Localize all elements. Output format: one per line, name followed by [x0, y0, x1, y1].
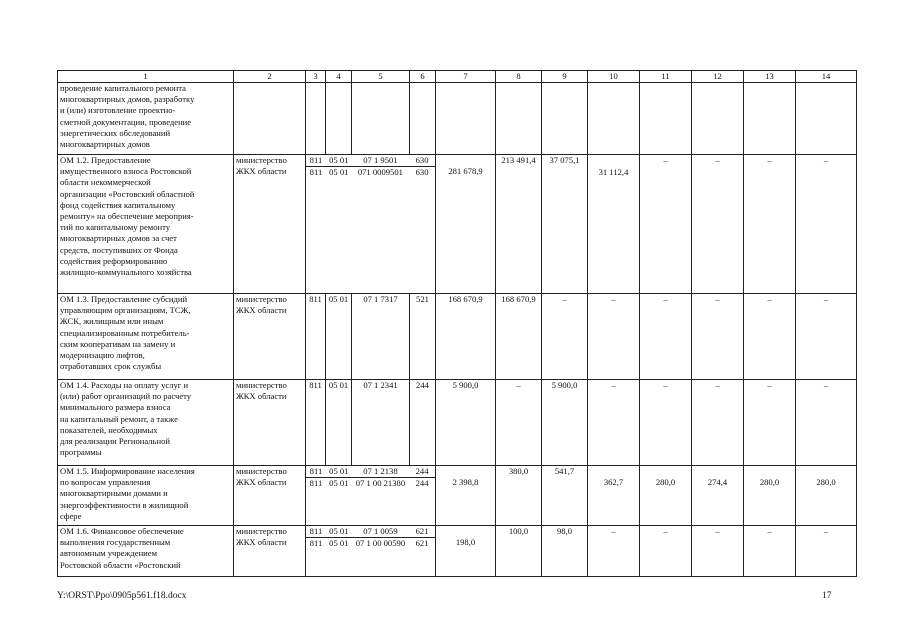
description-line: области некоммерческой	[60, 177, 151, 188]
description-line: управляющим организациям, ТСЖ,	[60, 305, 191, 316]
description-line: Ростовской области «Ростовский	[60, 559, 181, 570]
empty-cell	[542, 83, 588, 155]
description-line: ОМ 1.3. Предоставление субсидий	[60, 294, 188, 304]
header-cell: 5	[352, 71, 410, 83]
code-c6: 244	[409, 478, 435, 490]
value-c10	[588, 155, 640, 294]
value-text: 274,4	[707, 477, 728, 487]
empty-cell	[436, 83, 496, 155]
value-c11	[640, 526, 692, 577]
value-text: –	[823, 155, 829, 165]
description-line: ским кооперативам на замену и	[60, 338, 176, 349]
description-line: ремонту» на обеспечение мероприя-	[60, 211, 194, 222]
description-line: энергетических обследований	[60, 127, 171, 138]
value-text: 198,0	[455, 537, 476, 547]
value-text: 5 900,0	[452, 380, 479, 390]
value-text: –	[715, 155, 720, 165]
code-c4: 05 01	[326, 167, 352, 179]
budget-code-line	[306, 478, 435, 490]
value-c8	[496, 294, 542, 380]
description-line: содействия реформированию	[60, 255, 168, 266]
value-text: 100,0	[508, 526, 529, 536]
description-line: имущественного взноса Ростовской	[60, 166, 192, 177]
value-text: –	[767, 380, 772, 390]
table-row	[58, 526, 857, 577]
description-line: проведение капитального ремонта	[60, 83, 186, 93]
code-c6: 621	[409, 538, 435, 550]
value-text: 281 678,9	[448, 166, 483, 176]
description-line: и (или) изготовление проектно-	[60, 105, 176, 116]
file-path: Y:\ORST\Ppo\0905p561.f18.docx	[57, 591, 187, 601]
value-c13	[744, 526, 796, 577]
description-line: жилищно-коммунального хозяйства	[60, 267, 192, 278]
budget-code-line	[306, 155, 435, 167]
executor-cell	[234, 83, 306, 155]
value-text: 280,0	[655, 477, 676, 487]
description-line: ОМ 1.6. Финансовое обеспечение	[60, 526, 184, 536]
code-c5: 07 1 00 00590	[352, 538, 409, 550]
page-number: 17	[822, 591, 832, 601]
code-c3: 811	[309, 526, 323, 536]
description-line: сфере	[60, 510, 82, 521]
description-line: модернизацию лифтов,	[60, 350, 145, 361]
value-text: 280,0	[759, 477, 780, 487]
code-c3: 811	[306, 167, 326, 179]
description-line: ОМ 1.5. Информирование населения	[60, 466, 195, 476]
value-text: –	[663, 526, 668, 536]
value-text: –	[611, 526, 616, 536]
code-c5: 07 1 2138	[363, 466, 398, 476]
executor-line: ЖКХ области	[236, 305, 287, 316]
value-c8	[496, 155, 542, 294]
executor-cell	[234, 380, 306, 466]
value-text: –	[715, 526, 720, 536]
header-cell: 7	[436, 71, 496, 83]
code-c4: 05 01	[329, 526, 349, 536]
executor-line: ЖКХ области	[236, 477, 287, 488]
empty-cell	[326, 83, 352, 155]
description-line: на капитальный ремонт, а также	[60, 413, 178, 424]
value-text: 2 398,8	[452, 477, 479, 487]
budget-code-line	[306, 538, 435, 550]
header-cell: 2	[234, 71, 306, 83]
code-c4: 05 01	[329, 466, 349, 476]
value-c14	[796, 380, 857, 466]
code-c4: 05 01	[329, 155, 349, 165]
code-c5: 07 1 2341	[352, 380, 410, 466]
code-c6: 244	[415, 466, 429, 476]
value-text: –	[823, 380, 829, 390]
executor-line: ЖКХ области	[236, 537, 287, 548]
code-c5: 07 1 00 21380	[352, 478, 409, 490]
budget-code-line	[306, 466, 435, 478]
table-row	[58, 83, 857, 155]
description-line: автономным учреждением	[60, 548, 158, 559]
budget-code-split	[306, 526, 435, 549]
value-c13	[744, 294, 796, 380]
description-line: многоквартирных домов	[60, 139, 150, 150]
description-line: специализированным потребитель-	[60, 327, 190, 338]
code-c3: 811	[306, 380, 326, 466]
empty-cell	[588, 83, 640, 155]
description-line: энергоэффективности в жилищной	[60, 499, 189, 510]
description-cell	[58, 466, 234, 526]
executor-line: министерство	[236, 294, 287, 304]
executor-cell	[234, 466, 306, 526]
value-c14	[796, 526, 857, 577]
header-cell: 9	[542, 71, 588, 83]
header-cell: 4	[326, 71, 352, 83]
header-cell: 6	[410, 71, 436, 83]
description-line: организации «Ростовский областной	[60, 188, 195, 199]
description-line: ОМ 1.2. Предоставление	[60, 155, 151, 165]
empty-cell	[410, 83, 436, 155]
value-text: 98,0	[556, 526, 573, 536]
budget-code-cell	[306, 466, 436, 526]
value-c12	[692, 526, 744, 577]
value-text: –	[611, 294, 616, 304]
description-line: отработавших срок службы	[60, 361, 162, 372]
value-text: 168 670,9	[448, 294, 483, 304]
value-c8	[496, 466, 542, 526]
empty-cell	[352, 83, 410, 155]
header-row	[58, 71, 857, 83]
executor-line: министерство	[236, 466, 287, 476]
description-line: (или) работ организаций по расчету	[60, 391, 192, 402]
description-cell	[58, 294, 234, 380]
value-c11	[640, 155, 692, 294]
empty-cell	[496, 83, 542, 155]
code-c6: 244	[410, 380, 436, 466]
value-c9	[542, 294, 588, 380]
value-text: 541,7	[554, 466, 575, 476]
description-line: тий по капитальному ремонту	[60, 222, 171, 233]
value-c10	[588, 466, 640, 526]
description-line: многоквартирных домов, разработку	[60, 94, 195, 105]
executor-cell	[234, 526, 306, 577]
header-cell: 10	[588, 71, 640, 83]
description-line: программы	[60, 447, 102, 458]
code-c3: 811	[309, 466, 323, 476]
description-line: выполнения государственным	[60, 537, 171, 548]
code-c4: 05 01	[326, 478, 352, 490]
budget-code-line	[306, 167, 435, 179]
value-c9	[542, 380, 588, 466]
value-text: –	[715, 380, 720, 390]
value-text: –	[663, 380, 668, 390]
value-c7	[436, 155, 496, 294]
value-text: –	[562, 294, 567, 304]
description-line: средств, поступивших от Фонда	[60, 244, 178, 255]
value-c13	[744, 380, 796, 466]
header-cell: 12	[692, 71, 744, 83]
empty-cell	[744, 83, 796, 155]
value-c13	[744, 155, 796, 294]
code-c6: 521	[410, 294, 436, 380]
code-c3: 811	[306, 294, 326, 380]
empty-cell	[692, 83, 744, 155]
value-c7	[436, 466, 496, 526]
value-text: 5 900,0	[551, 380, 578, 390]
code-c3: 811	[306, 538, 326, 550]
value-c9	[542, 466, 588, 526]
description-line: минимального размера взноса	[60, 402, 171, 413]
description-line: фонд содействия капитальному	[60, 199, 176, 210]
value-text: –	[823, 294, 829, 304]
code-c4: 05 01	[326, 380, 352, 466]
description-line: ОМ 1.4. Расходы на оплату услуг и	[60, 380, 189, 390]
code-c5: 07 1 9501	[363, 155, 398, 165]
executor-line: министерство	[236, 526, 287, 536]
value-c11	[640, 466, 692, 526]
table-row	[58, 294, 857, 380]
value-c11	[640, 380, 692, 466]
header-cell: 3	[306, 71, 326, 83]
budget-code-split	[306, 466, 435, 489]
value-c14	[796, 466, 857, 526]
code-c6: 630	[415, 155, 429, 165]
value-text: –	[767, 526, 772, 536]
code-c4: 05 01	[326, 294, 352, 380]
value-c12	[692, 466, 744, 526]
code-c3: 811	[309, 155, 323, 165]
description-line: показателей, необходимых	[60, 424, 158, 435]
code-c4: 05 01	[326, 538, 352, 550]
value-c14	[796, 294, 857, 380]
value-c9	[542, 526, 588, 577]
description-line: сметной документации, проведение	[60, 116, 192, 127]
value-text: 380,0	[508, 466, 529, 476]
value-c8	[496, 526, 542, 577]
header-cell: 13	[744, 71, 796, 83]
executor-line: министерство	[236, 380, 287, 390]
description-line: многоквартирными домами и	[60, 488, 168, 499]
description-cell	[58, 380, 234, 466]
empty-cell	[640, 83, 692, 155]
code-c6: 630	[409, 167, 435, 179]
value-text: –	[516, 380, 521, 390]
budget-code-line	[306, 526, 435, 538]
code-c5: 07 1 7317	[352, 294, 410, 380]
value-c10	[588, 294, 640, 380]
description-line: ЖСК, жилищным или иным	[60, 316, 164, 327]
value-c12	[692, 155, 744, 294]
code-c6: 621	[415, 526, 429, 536]
description-cell	[58, 83, 234, 155]
executor-cell	[234, 294, 306, 380]
value-text: –	[715, 294, 720, 304]
description-line: по вопросам управления	[60, 477, 151, 488]
executor-line: ЖКХ области	[236, 391, 287, 402]
table-row	[58, 466, 857, 526]
value-text: –	[767, 155, 772, 165]
header-cell: 14	[796, 71, 857, 83]
executor-line: министерство	[236, 155, 287, 165]
table-row	[58, 155, 857, 294]
value-c7	[436, 526, 496, 577]
empty-cell	[306, 83, 326, 155]
budget-code-split	[306, 155, 435, 178]
value-c8	[496, 380, 542, 466]
header-cell: 11	[640, 71, 692, 83]
budget-code-cell	[306, 526, 436, 577]
value-text: 168 670,9	[501, 294, 536, 304]
value-c11	[640, 294, 692, 380]
value-text: –	[767, 294, 772, 304]
code-c5: 07 1 0059	[363, 526, 398, 536]
code-c3: 811	[306, 478, 326, 490]
value-c12	[692, 380, 744, 466]
header-cell: 8	[496, 71, 542, 83]
value-text: –	[611, 380, 616, 390]
executor-line: ЖКХ области	[236, 166, 287, 177]
value-text: 37 075,1	[549, 155, 580, 165]
executor-cell	[234, 155, 306, 294]
description-line: многоквартирных домов за счет	[60, 233, 177, 244]
value-text: 213 491,4	[501, 155, 536, 165]
value-c9	[542, 155, 588, 294]
value-c7	[436, 380, 496, 466]
description-cell	[58, 526, 234, 577]
value-c10	[588, 380, 640, 466]
table-row	[58, 380, 857, 466]
description-cell	[58, 155, 234, 294]
value-text: 280,0	[816, 477, 836, 487]
value-text: 31 112,4	[598, 167, 629, 177]
value-text: 362,7	[603, 477, 624, 487]
empty-cell	[796, 83, 857, 155]
value-c12	[692, 294, 744, 380]
value-c10	[588, 526, 640, 577]
header-cell: 1	[58, 71, 234, 83]
budget-table	[57, 70, 857, 577]
value-c13	[744, 466, 796, 526]
value-text: –	[663, 294, 668, 304]
value-c7	[436, 294, 496, 380]
budget-code-cell	[306, 155, 436, 294]
value-text: –	[823, 526, 829, 536]
code-c5: 071 0009501	[352, 167, 410, 179]
description-line: для реализации Региональной	[60, 436, 171, 447]
value-c14	[796, 155, 857, 294]
value-text: –	[663, 155, 668, 165]
